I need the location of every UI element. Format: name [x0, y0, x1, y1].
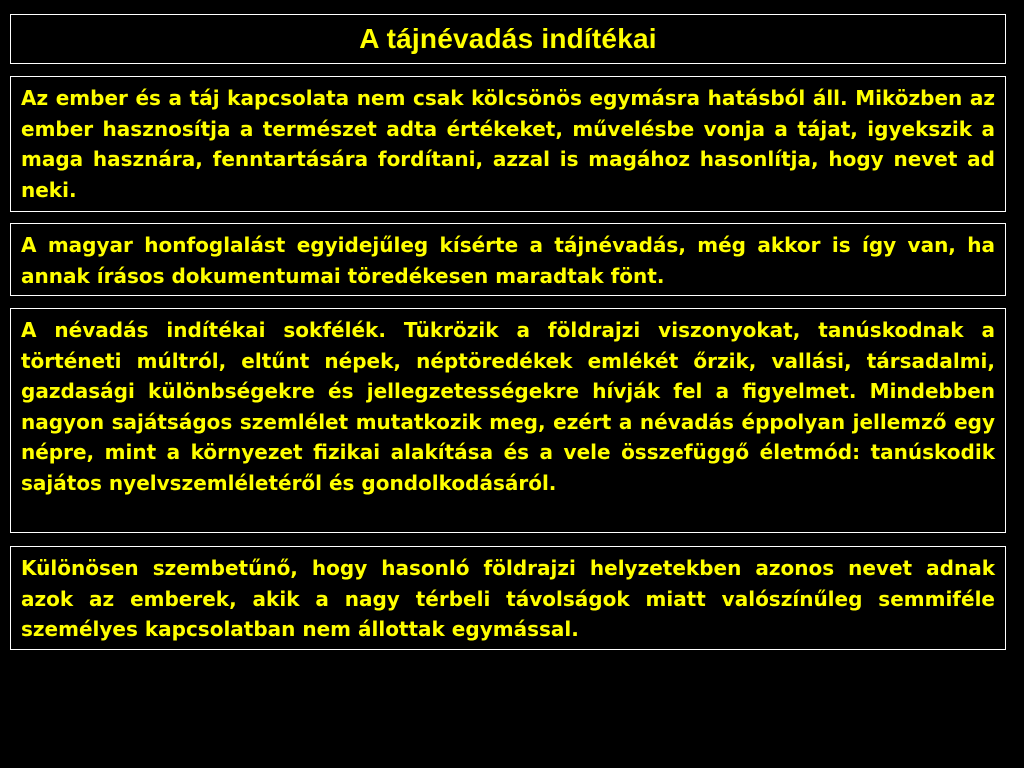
title-box [10, 14, 1006, 64]
paragraph-box-4 [10, 546, 1006, 650]
paragraph-text-2: A magyar honfoglalást egyidejűleg kísérte a tájnévadás, még akkor is így van, ha annak írásos dokumentumai töredékesen maradtak fönt. [21, 233, 995, 288]
paragraph-box-2 [10, 223, 1006, 296]
paragraph-text-4: Különösen szembetűnő, hogy hasonló földrajzi helyzetekben azonos nevet adnak azok az emberek, akik a nagy térbeli távolságok miatt valószínűleg semmiféle személyes kapcsolatban nem állottak egymással. [21, 556, 995, 641]
paragraph-box-1 [10, 76, 1006, 212]
slide-title: A tájnévadás indítékai [359, 23, 657, 54]
paragraph-box-3 [10, 308, 1006, 533]
paragraph-text-1: Az ember és a táj kapcsolata nem csak kölcsönös egymásra hatásból áll. Miközben az ember hasznosítja a természet adta értékeket, művelésbe vonja a tájat, igyekszik a maga hasznára, fenntartására fordítani, azzal is magához hasonlítja, hogy nevet ad neki. [21, 86, 995, 202]
paragraph-text-3: A névadás indítékai sokfélék. Tükrözik a földrajzi viszonyokat, tanúskodnak a történeti múltról, eltűnt népek, néptöredékek emlékét őrzik, vallási, társadalmi, gazdasági különbségekre és jellegzetességekre hívják fel a figyelmet. Mindebben nagyon sajátságos szemlélet mutatkozik meg, ezért a névadás éppolyan jellemző egy népre, mint a környezet fizikai alakítása és a vele összefüggő életmód: tanúskodik sajátos nyelvszemléletéről és gondolkodásáról. [21, 318, 995, 495]
